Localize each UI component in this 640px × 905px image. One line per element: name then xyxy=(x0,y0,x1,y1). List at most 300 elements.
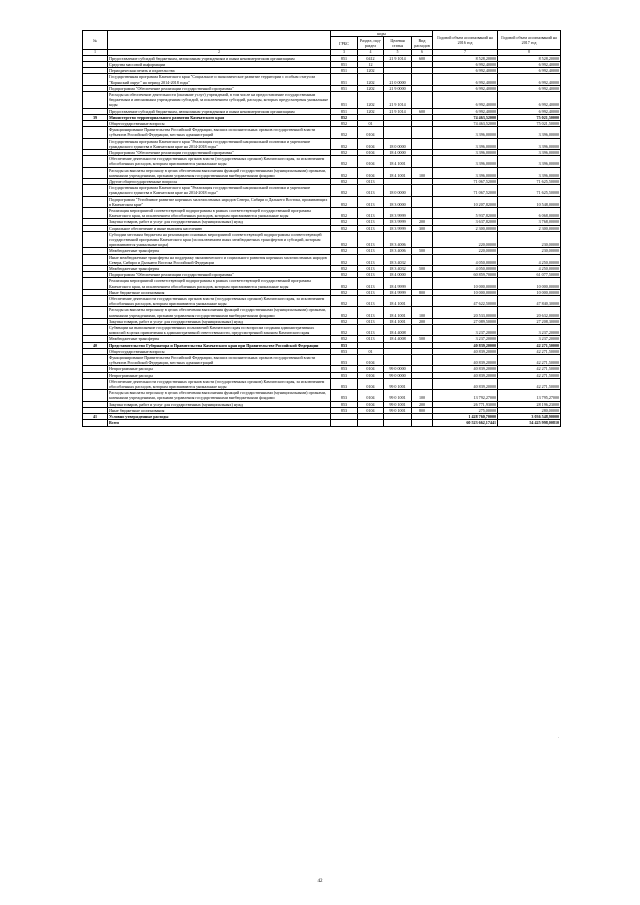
header-razdel: Раздел, под-раздел xyxy=(358,37,384,50)
row-razdel: 1202 xyxy=(358,108,384,114)
row-number xyxy=(83,167,108,178)
row-vr: 600 xyxy=(412,55,433,61)
row-csr: 21 9 1014 xyxy=(384,91,412,108)
table-row xyxy=(83,420,561,426)
row-name: Иные бюджетные ассигнования xyxy=(108,289,331,295)
row-name: Расходы на выплаты персоналу в целях обеспечения выполнения функций государственными (муниципальными) органами, казенными учреждениями, органами управления государственными внебюджетными фондами xyxy=(108,307,331,318)
row-number xyxy=(83,254,108,265)
row-amount-2016: 3 396,00000 xyxy=(433,167,498,178)
row-csr: 18 0 0000 xyxy=(384,185,412,196)
row-csr: 18 3 4006 xyxy=(384,248,412,254)
row-amount-2016: 74 463,52000 xyxy=(433,120,498,126)
row-grbs: 851 xyxy=(331,85,358,91)
row-csr: 18 4 4008 xyxy=(384,325,412,336)
row-name: Подпрограмма "Обеспечение реализации государственной программы" xyxy=(108,149,331,155)
row-number xyxy=(83,307,108,318)
table-row xyxy=(83,355,561,366)
col-num-4: 4 xyxy=(358,50,384,56)
row-name: Расходы на выплаты персоналу в целях обеспечения выполнения функций государственными (муниципальными) органами, казенными учреждениями, органами управления государственными внебюджетными фондами xyxy=(108,390,331,401)
row-amount-2016: 74 463,52000 xyxy=(433,114,498,120)
table-row xyxy=(83,378,561,389)
row-amount-2017: 42 271,50000 xyxy=(498,355,561,366)
row-amount-2017: 47 840,30000 xyxy=(498,296,561,307)
row-csr: 18 3 9999 xyxy=(384,207,412,218)
row-amount-2017: 75 021,50000 xyxy=(498,114,561,120)
row-amount-2016: 71 067,52000 xyxy=(433,178,498,184)
row-razdel: 0113 xyxy=(358,278,384,289)
row-name: Закупка товаров, работ и услуг для государственных (муниципальных) нужд xyxy=(108,318,331,324)
table-row xyxy=(83,254,561,265)
row-amount-2016: 3 237,20000 xyxy=(433,325,498,336)
row-vr: 100 xyxy=(412,390,433,401)
row-csr: 18 4 1001 xyxy=(384,156,412,167)
row-vr xyxy=(412,378,433,389)
row-grbs: 853 xyxy=(331,378,358,389)
row-name: Расходы на обеспечение деятельности (оказание услуг) учреждений, в том числе на предоставление государственным бюджетным и автономным учреждениям субсидий, за исключением субсидий, расходы, которых предусмотрены уникальные коды xyxy=(108,91,331,108)
row-amount-2016: 220,00000 xyxy=(433,231,498,248)
row-razdel: 12 xyxy=(358,61,384,67)
row-name: Средства массовой информации xyxy=(108,61,331,67)
row-amount-2017: 42 271,50000 xyxy=(498,342,561,348)
row-grbs xyxy=(331,420,358,426)
row-name: Подпрограмма "Обеспечение реализации государственной программы" xyxy=(108,272,331,278)
table-row xyxy=(83,91,561,108)
row-amount-2016: 6 992,40000 xyxy=(433,61,498,67)
row-amount-2017: 10 000,00000 xyxy=(498,289,561,295)
row-vr: 800 xyxy=(412,407,433,413)
row-name: Государственная программа Камчатского края "Реализация государственной национальной политики и укрепление гражданского единства в Камчатском крае на 2014-2018 годы" xyxy=(108,138,331,149)
row-csr: 99 0 1001 xyxy=(384,407,412,413)
row-amount-2016: 6 992,40000 xyxy=(433,108,498,114)
row-razdel: 01 xyxy=(358,348,384,354)
row-grbs: 852 xyxy=(331,178,358,184)
row-amount-2017: 6 992,40000 xyxy=(498,68,561,74)
row-grbs: 852 xyxy=(331,156,358,167)
row-grbs: 852 xyxy=(331,278,358,289)
header-vr: Вид расходов xyxy=(412,37,433,50)
row-number xyxy=(83,156,108,167)
row-csr xyxy=(384,355,412,366)
row-razdel: 0113 xyxy=(358,325,384,336)
row-name: Расходы на выплаты персоналу в целях обеспечения выполнения функций государственными (муниципальными) органами, казенными учреждениями, органами управления государственными внебюджетными фондами xyxy=(108,167,331,178)
row-csr: 21 9 0000 xyxy=(384,85,412,91)
row-razdel: 1202 xyxy=(358,68,384,74)
row-csr: 99 0 1001 xyxy=(384,390,412,401)
row-amount-2017: 3 036 548,90000 xyxy=(498,414,561,420)
row-vr xyxy=(412,138,433,149)
row-name: Закупка товаров, работ и услуг для государственных (муниципальных) нужд xyxy=(108,219,331,225)
row-razdel: 0113 xyxy=(358,248,384,254)
row-amount-2017: 75 021,50000 xyxy=(498,120,561,126)
row-amount-2017: 6 992,40000 xyxy=(498,61,561,67)
row-grbs: 852 xyxy=(331,207,358,218)
row-amount-2017: 6 992,40000 xyxy=(498,85,561,91)
row-number xyxy=(83,74,108,85)
row-name: Функционирование Правительства Российской Федерации, высших исполнительных органов государственной власти субъектов Российской Федерации, местных администраций xyxy=(108,355,331,366)
row-csr: 18 4 1001 xyxy=(384,307,412,318)
row-grbs: 852 xyxy=(331,185,358,196)
row-grbs: 852 xyxy=(331,254,358,265)
row-name: Подпрограмма "Обеспечение реализации государственной программы" xyxy=(108,85,331,91)
row-number xyxy=(83,325,108,336)
row-vr: 500 xyxy=(412,336,433,342)
row-amount-2017: 42 271,50000 xyxy=(498,372,561,378)
row-grbs: 853 xyxy=(331,355,358,366)
row-razdel: 0113 xyxy=(358,336,384,342)
row-number xyxy=(83,420,108,426)
row-amount-2016: 40 839,20000 xyxy=(433,372,498,378)
row-razdel: 0412 xyxy=(358,55,384,61)
row-amount-2017: 42 271,50000 xyxy=(498,348,561,354)
row-razdel: 0104 xyxy=(358,407,384,413)
row-name: Иные межбюджетные трансферты на поддержку экономического и социального развития коренных малочисленных народов Севера, Сибири и Дальнего Востока Российской Федерации xyxy=(108,254,331,265)
row-amount-2016: 8 528,20000 xyxy=(433,55,498,61)
row-name: Общегосударственные вопросы xyxy=(108,348,331,354)
row-vr: 200 xyxy=(412,219,433,225)
row-amount-2016: 3 637,82000 xyxy=(433,219,498,225)
row-razdel xyxy=(358,420,384,426)
row-amount-2017: 27 208,30000 xyxy=(498,318,561,324)
row-amount-2016: 3 396,00000 xyxy=(433,127,498,138)
row-amount-2017: 280,00000 xyxy=(498,407,561,413)
row-name: Предоставление субсидий бюджетным, автономным учреждениям и иным некоммерческим организациям xyxy=(108,108,331,114)
row-grbs: 852 xyxy=(331,149,358,155)
row-amount-2016: 3 237,20000 xyxy=(433,336,498,342)
row-csr: 21 9 1014 xyxy=(384,108,412,114)
row-vr xyxy=(412,127,433,138)
row-amount-2016: 10 000,00000 xyxy=(433,278,498,289)
row-amount-2016: 60 859,70000 xyxy=(433,272,498,278)
row-name: Обеспечение деятельности государственных органов власти (государственных органов) Камчатского края, за исключением обособленных расходов, которым присваиваются уникальные коды xyxy=(108,378,331,389)
row-amount-2016: 13 792,27000 xyxy=(433,390,498,401)
row-amount-2017: 10 000,00000 xyxy=(498,278,561,289)
row-amount-2016: 60 523 662,17441 xyxy=(433,420,498,426)
header-2016: Годовой объем ассигнований на 2016 год xyxy=(433,31,498,50)
row-csr: 18 4 0000 xyxy=(384,149,412,155)
row-csr: 21 9 1014 xyxy=(384,55,412,61)
row-grbs: 852 xyxy=(331,219,358,225)
row-name: Государственная программа Камчатского края "Социальное и экономическое развитие территории с особым статусом "Корякский округ" на период 2014-2018 годы" xyxy=(108,74,331,85)
row-name: Другие общегосударственные вопросы xyxy=(108,178,331,184)
row-amount-2017: 42 271,50000 xyxy=(498,378,561,389)
table-row xyxy=(83,138,561,149)
row-amount-2017: 230,00000 xyxy=(498,248,561,254)
row-csr: 18 4 1001 xyxy=(384,167,412,178)
row-amount-2016: 47 622,50000 xyxy=(433,296,498,307)
row-vr: 600 xyxy=(412,108,433,114)
row-number xyxy=(83,278,108,289)
row-amount-2017: 3 237,20000 xyxy=(498,336,561,342)
row-amount-2016: 220,00000 xyxy=(433,248,498,254)
row-csr: 18 3 4032 xyxy=(384,266,412,272)
table-body xyxy=(83,55,561,426)
row-amount-2016: 26 771,93000 xyxy=(433,401,498,407)
row-number xyxy=(83,91,108,108)
row-amount-2016: 40 839,20000 xyxy=(433,348,498,354)
row-amount-2017: 61 077,50000 xyxy=(498,272,561,278)
row-grbs: 852 xyxy=(331,336,358,342)
row-vr: 100 xyxy=(412,307,433,318)
row-vr xyxy=(412,325,433,336)
row-razdel: 0104 xyxy=(358,149,384,155)
row-csr: 18 4 1001 xyxy=(384,318,412,324)
row-amount-2017: 4 250,00000 xyxy=(498,254,561,265)
row-razdel: 0113 xyxy=(358,318,384,324)
row-grbs: 851 xyxy=(331,91,358,108)
row-number xyxy=(83,231,108,248)
row-grbs: 852 xyxy=(331,272,358,278)
row-vr xyxy=(412,185,433,196)
row-number xyxy=(83,207,108,218)
row-razdel: 0104 xyxy=(358,127,384,138)
row-name: Непрограммные расходы xyxy=(108,372,331,378)
col-num-1: 1 xyxy=(83,50,108,56)
row-number xyxy=(83,138,108,149)
row-amount-2017: 3 396,00000 xyxy=(498,149,561,155)
row-name: Функционирование Правительства Российской Федерации, высших исполнительных органов государственной власти субъектов Российской Федерации, местных администраций xyxy=(108,127,331,138)
row-razdel: 0113 xyxy=(358,196,384,207)
row-amount-2017: 2 300,00000 xyxy=(498,225,561,231)
row-number: 41 xyxy=(83,414,108,420)
row-grbs: 851 xyxy=(331,61,358,67)
row-vr: 300 xyxy=(412,225,433,231)
page-number: 42 xyxy=(317,879,323,884)
row-amount-2017: 42 271,50000 xyxy=(498,366,561,372)
row-vr: 800 xyxy=(412,289,433,295)
row-amount-2017: 20 632,00000 xyxy=(498,307,561,318)
row-amount-2017: 4 250,00000 xyxy=(498,266,561,272)
row-name: Субвенции на выполнение государственных полномочий Камчатского края по вопросам создания административных комиссий в целях привлечения к административной ответственности, предусмотренной законом Камчатского края xyxy=(108,325,331,336)
row-grbs: 853 xyxy=(331,401,358,407)
row-razdel: 1202 xyxy=(358,85,384,91)
col-num-5: 5 xyxy=(384,50,412,56)
row-amount-2017: 3 396,00000 xyxy=(498,138,561,149)
margin-mark: . xyxy=(558,734,559,739)
row-razdel: 0113 xyxy=(358,225,384,231)
row-grbs: 853 xyxy=(331,372,358,378)
row-razdel: 0104 xyxy=(358,366,384,372)
row-grbs: 852 xyxy=(331,138,358,149)
row-amount-2016: 1 428 760,70000 xyxy=(433,414,498,420)
row-amount-2017: 10 548,00000 xyxy=(498,196,561,207)
row-grbs: 852 xyxy=(331,248,358,254)
header-name xyxy=(108,31,331,50)
row-grbs: 852 xyxy=(331,325,358,336)
row-vr xyxy=(412,196,433,207)
row-vr xyxy=(412,278,433,289)
row-name: Иные бюджетные ассигнования xyxy=(108,407,331,413)
row-name: Условно утвержденные расходы xyxy=(108,414,331,420)
table-row xyxy=(83,307,561,318)
row-amount-2016: 10 000,00000 xyxy=(433,289,498,295)
row-grbs: 852 xyxy=(331,318,358,324)
row-number xyxy=(83,296,108,307)
row-csr: 18 3 4032 xyxy=(384,254,412,265)
row-razdel: 0113 xyxy=(358,307,384,318)
row-name: Общегосударственные вопросы xyxy=(108,120,331,126)
row-grbs: 851 xyxy=(331,74,358,85)
row-razdel: 0104 xyxy=(358,372,384,378)
row-vr: 200 xyxy=(412,318,433,324)
row-amount-2016: 6 992,40000 xyxy=(433,74,498,85)
row-name: Подпрограмма "Устойчивое развитие коренных малочисленных народов Севера, Сибири и Дальнего Востока, проживающих в Камчатском крае" xyxy=(108,196,331,207)
header-csr: Целевая статья xyxy=(384,37,412,50)
row-razdel: 0113 xyxy=(358,178,384,184)
row-vr: 500 xyxy=(412,248,433,254)
row-vr: 500 xyxy=(412,266,433,272)
row-razdel: 0113 xyxy=(358,207,384,218)
row-grbs: 852 xyxy=(331,167,358,178)
row-amount-2017: 3 396,00000 xyxy=(498,167,561,178)
row-amount-2016: 2 300,00000 xyxy=(433,225,498,231)
row-amount-2017: 230,00000 xyxy=(498,231,561,248)
row-name: Представительство Губернатора и Правительства Камчатского края при Правительстве Российской Федерации xyxy=(108,342,331,348)
table-row xyxy=(83,74,561,85)
row-razdel: 0104 xyxy=(358,138,384,149)
row-vr xyxy=(412,74,433,85)
header-codes: коды xyxy=(331,31,433,37)
row-grbs: 853 xyxy=(331,348,358,354)
row-amount-2016: 20 533,00000 xyxy=(433,307,498,318)
row-razdel: 0113 xyxy=(358,231,384,248)
row-csr: 18 4 4008 xyxy=(384,336,412,342)
row-number xyxy=(83,127,108,138)
header-2017: Годовой объем ассигнований на 2017 год xyxy=(498,31,561,50)
row-vr: 100 xyxy=(412,167,433,178)
table-row xyxy=(83,196,561,207)
row-grbs: 852 xyxy=(331,120,358,126)
col-num-3: 3 xyxy=(331,50,358,56)
row-grbs: 852 xyxy=(331,231,358,248)
header-grbs: ГРБС xyxy=(331,37,358,50)
col-num-6: 6 xyxy=(412,50,433,56)
budget-table xyxy=(82,30,561,427)
row-vr xyxy=(412,355,433,366)
row-csr: 21 0 0000 xyxy=(384,74,412,85)
row-amount-2016: 4 050,00000 xyxy=(433,254,498,265)
row-number xyxy=(83,185,108,196)
row-amount-2017: 71 625,50000 xyxy=(498,178,561,184)
row-csr: 18 4 9999 xyxy=(384,289,412,295)
row-amount-2017: 8 528,20000 xyxy=(498,55,561,61)
row-grbs: 853 xyxy=(331,342,358,348)
row-amount-2016: 6 992,40000 xyxy=(433,68,498,74)
row-name: Межбюджетные трансферты xyxy=(108,266,331,272)
row-csr: 18 4 1001 xyxy=(384,296,412,307)
row-razdel: 0104 xyxy=(358,378,384,389)
row-amount-2017: 3 237,20000 xyxy=(498,325,561,336)
row-amount-2017: 13 795,27000 xyxy=(498,390,561,401)
row-name: Непрограммные расходы xyxy=(108,366,331,372)
row-amount-2016: 5 937,82000 xyxy=(433,207,498,218)
row-csr: 18 3 4006 xyxy=(384,231,412,248)
row-razdel: 0104 xyxy=(358,355,384,366)
row-amount-2016: 10 207,82000 xyxy=(433,196,498,207)
row-vr xyxy=(412,207,433,218)
row-csr: 99 0 1001 xyxy=(384,401,412,407)
row-razdel: 0113 xyxy=(358,254,384,265)
col-num-7: 7 xyxy=(433,50,498,56)
row-number xyxy=(83,390,108,401)
row-name: Периодическая печать и издательства xyxy=(108,68,331,74)
row-amount-2016: 3 396,00000 xyxy=(433,149,498,155)
row-vr xyxy=(412,420,433,426)
table-row xyxy=(83,296,561,307)
row-name: Государственная программа Камчатского края "Реализация государственной национальной политики и укрепление гражданского единства в Камчатском крае на 2014-2018 годы" xyxy=(108,185,331,196)
row-number: 40 xyxy=(83,342,108,348)
row-amount-2016: 275,00000 xyxy=(433,407,498,413)
row-number: 39 xyxy=(83,114,108,120)
row-csr: 18 4 9999 xyxy=(384,278,412,289)
row-grbs: 852 xyxy=(331,289,358,295)
row-grbs: 852 xyxy=(331,307,358,318)
row-grbs: 852 xyxy=(331,296,358,307)
row-amount-2016: 71 067,52000 xyxy=(433,185,498,196)
row-vr xyxy=(412,296,433,307)
row-name: Обеспечение деятельности государственных органов власти (государственных органов) Камчатского края, за исключением обособленных расходов, которым присваиваются уникальные коды xyxy=(108,156,331,167)
table-row xyxy=(83,207,561,218)
row-razdel: 1202 xyxy=(358,91,384,108)
row-number xyxy=(83,378,108,389)
row-amount-2017: 54 425 998,00810 xyxy=(498,420,561,426)
row-vr: 200 xyxy=(412,401,433,407)
row-name: Социальное обеспечение и иные выплаты населению xyxy=(108,225,331,231)
row-razdel: 0113 xyxy=(358,296,384,307)
col-num-2: 2 xyxy=(108,50,331,56)
row-razdel: 0113 xyxy=(358,289,384,295)
row-csr xyxy=(384,127,412,138)
row-amount-2017: 3 768,00000 xyxy=(498,219,561,225)
row-amount-2016: 3 396,00000 xyxy=(433,138,498,149)
col-num-8: 8 xyxy=(498,50,561,56)
row-amount-2017: 6 992,40000 xyxy=(498,108,561,114)
row-name: Обеспечение деятельности государственных органов власти (государственных органов) Камчатского края, за исключением обособленных расходов, которым присваиваются уникальные коды xyxy=(108,296,331,307)
row-razdel: 0104 xyxy=(358,390,384,401)
row-vr xyxy=(412,231,433,248)
row-name: Всего xyxy=(108,420,331,426)
row-number xyxy=(83,196,108,207)
row-grbs: 852 xyxy=(331,225,358,231)
row-number xyxy=(83,355,108,366)
row-amount-2017: 6 992,40000 xyxy=(498,91,561,108)
row-razdel: 0113 xyxy=(358,272,384,278)
table-row xyxy=(83,390,561,401)
row-grbs: 851 xyxy=(331,108,358,114)
table-row xyxy=(83,278,561,289)
row-name: Предоставление субсидий бюджетным, автономным учреждениям и иным некоммерческим организациям xyxy=(108,55,331,61)
row-name: Закупка товаров, работ и услуг для государственных (муниципальных) нужд xyxy=(108,401,331,407)
row-razdel: 0104 xyxy=(358,167,384,178)
row-name: Реализация мероприятий соответствующей подпрограммы в рамках соответствующей государственной программы Камчатского края, за исключением обособленных расходов, которым присваиваются уникальные коды xyxy=(108,278,331,289)
table-row xyxy=(83,325,561,336)
row-csr: 99 0 1001 xyxy=(384,378,412,389)
row-vr xyxy=(412,254,433,265)
row-amount-2017: 71 625,50000 xyxy=(498,185,561,196)
row-amount-2017: 6 068,00000 xyxy=(498,207,561,218)
row-csr: 99 0 0000 xyxy=(384,372,412,378)
row-grbs: 852 xyxy=(331,266,358,272)
row-csr: 18 3 0000 xyxy=(384,196,412,207)
row-grbs: 852 xyxy=(331,114,358,120)
row-csr: 18 4 0000 xyxy=(384,272,412,278)
row-amount-2016: 3 396,00000 xyxy=(433,156,498,167)
row-grbs: 851 xyxy=(331,68,358,74)
row-vr xyxy=(412,156,433,167)
row-razdel: 0104 xyxy=(358,401,384,407)
table-row xyxy=(83,127,561,138)
header-number: № xyxy=(83,31,108,50)
row-grbs: 853 xyxy=(331,390,358,401)
